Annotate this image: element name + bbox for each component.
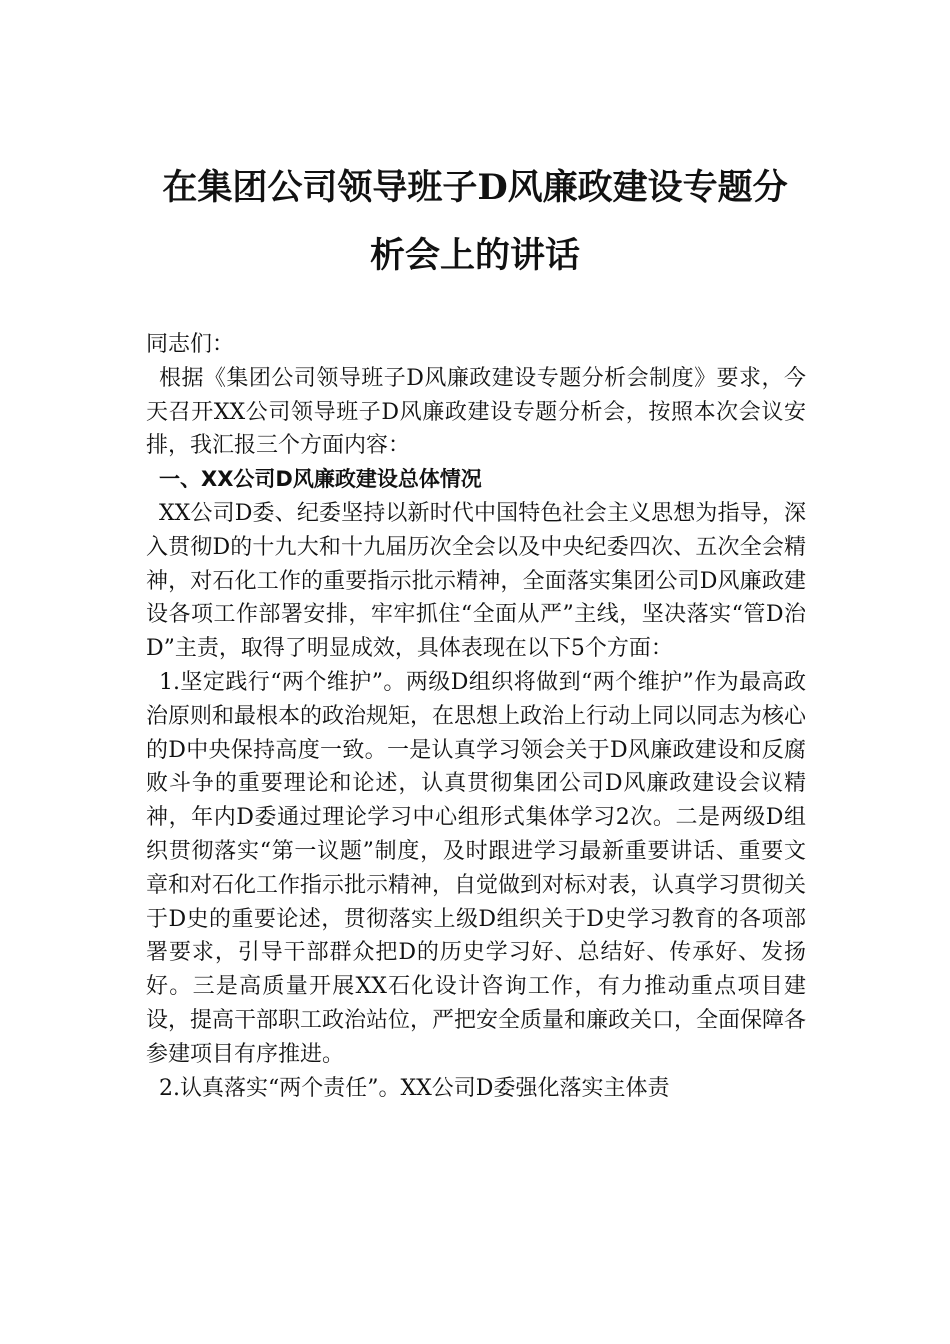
section-1-heading: 一、XX公司D风廉政建设总体情况 — [159, 467, 482, 492]
section-1-paragraph: XX公司D委、纪委坚持以新时代中国特色社会主义思想为指导，深入贯彻D的十九大和十九届历次全会以及中央纪委四次、五次全会精神，对石化工作的重要指示批示精神，全面落实集团公司D风廉政建设各项工作部署安排，牢牢抓住“全面从严”主线，坚决落实“管D治D”主责，取得了明显成效，具体表现在以下5个方面： — [146, 500, 806, 662]
document-title-line-1: 在集团公司领导班子D风廉政建设专题分 — [162, 167, 788, 208]
item-1-paragraph: 1.坚定践行“两个维护”。两级D组织将做到“两个维护”作为最高政治原则和最根本的政治规矩，在思想上政治上行动上同以同志为核心的D中央保持高度一致。一是认真学习领会关于D风廉政建设和反腐败斗争的重要理论和论述，认真贯彻集团公司D风廉政建设会议精神，年内D委通过理论学习中心组形式集体学习2次。二是两级D组织贯彻落实“第一议题”制度，及时跟进学习最新重要讲话、重要文章和对石化工作指示批示精神，自觉做到对标对表，认真学习贯彻关于D史的重要论述，贯彻落实上级D组织关于D史学习教育的各项部署要求，引导干部群众把D的历史学习好、总结好、传承好、发扬好。三是高质量开展XX石化设计咨询工作，有力推动重点项目建设，提高干部职工政治站位，严把安全质量和廉政关口，全面保障各参建项目有序推进。 — [146, 669, 807, 1067]
salutation: 同志们： — [146, 332, 235, 357]
document-title-line-2: 析会上的讲话 — [369, 235, 580, 276]
document-body — [146, 328, 806, 1105]
item-2-paragraph: 2.认真落实“两个责任”。XX公司D委强化落实主体责 — [159, 1075, 670, 1101]
intro-paragraph: 根据《集团公司领导班子D风廉政建设专题分析会制度》要求，今天召开XX公司领导班子D风廉政建设专题分析会，按照本次会议安排，我汇报三个方面内容： — [146, 365, 806, 459]
